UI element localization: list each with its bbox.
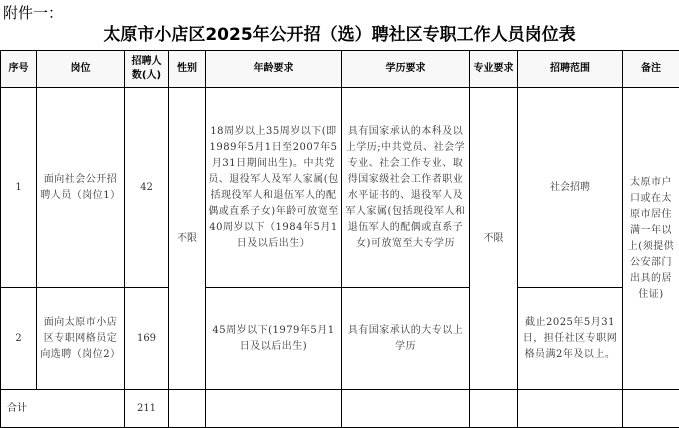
attachment-label: 附件一：: [3, 2, 63, 23]
shared-remarks: 太原市户口或在太原市居住满一年以上(须提供公安部门出具的居住证): [623, 88, 679, 390]
total-label: 合计: [1, 390, 125, 428]
total-empty-age: [206, 390, 342, 428]
header-gender: 性别: [169, 51, 206, 88]
total-empty-major: [470, 390, 518, 428]
page-title: 太原市小店区2025年公开招（选）聘社区专职工作人员岗位表: [0, 20, 679, 45]
table-row: [1, 288, 679, 390]
row1-scope: 社会招聘: [518, 88, 623, 288]
row1-quota: 42: [125, 88, 169, 288]
total-empty-gender: [169, 390, 206, 428]
header-seq: 序号: [1, 51, 37, 88]
row2-position: 面向太原市小店区专职网格员定向选聘（岗位2）: [37, 288, 125, 390]
positions-table: [0, 50, 679, 428]
total-quota: 211: [125, 390, 169, 428]
header-age: 年龄要求: [206, 51, 342, 88]
header-education: 学历要求: [342, 51, 470, 88]
row1-seq: 1: [1, 88, 37, 288]
total-row: [1, 390, 679, 428]
row1-position: 面向社会公开招聘人员（岗位1）: [37, 88, 125, 288]
shared-major: 不限: [470, 88, 518, 390]
header-position: 岗位: [37, 51, 125, 88]
total-empty-scope: [518, 390, 623, 428]
shared-gender: 不限: [169, 88, 206, 390]
row2-seq: 2: [1, 288, 37, 390]
total-empty-education: [342, 390, 470, 428]
header-major: 专业要求: [470, 51, 518, 88]
row1-age: 18周岁以上35周岁以下(即1989年5月1日至2007年5月31日期间出生)。中共党员、退役军人及军人家属(包括现役军人和退伍军人的配偶或直系子女)年龄可放宽至40周岁以下（1984年5月1日及以后出生）: [206, 88, 342, 288]
header-quota: 招聘人数(人): [125, 51, 169, 88]
header-remarks: 备注: [623, 51, 679, 88]
row2-age: 45周岁以下(1979年5月1日及以后出生): [206, 288, 342, 390]
row1-education: 具有国家承认的本科及以上学历;中共党员、社会学专业、社会工作专业、取得国家级社会工作者职业水平证书的、退役军人及军人家属(包括现役军人和退伍军人的配偶或直系子女)可放宽至大专学历: [342, 88, 470, 288]
table-row: [1, 88, 679, 288]
row2-quota: 169: [125, 288, 169, 390]
header-row: [1, 51, 679, 88]
header-scope: 招聘范围: [518, 51, 623, 88]
row2-scope: 截止2025年5月31日，担任社区专职网格员满2年及以上。: [518, 288, 623, 390]
total-empty-remarks: [623, 390, 679, 428]
row2-education: 具有国家承认的大专以上学历: [342, 288, 470, 390]
